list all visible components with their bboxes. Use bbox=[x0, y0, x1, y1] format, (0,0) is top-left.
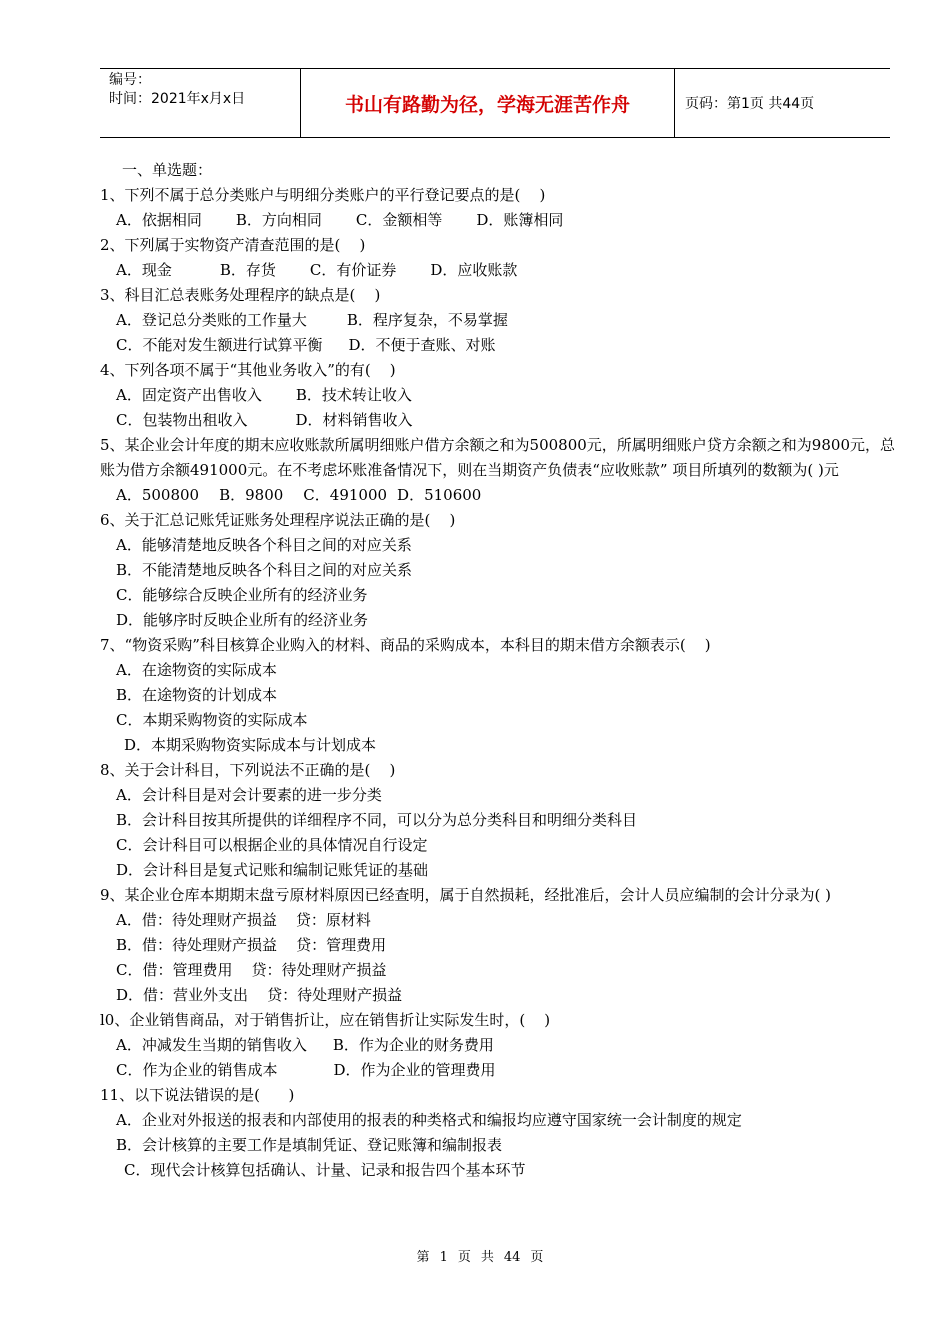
question-9 bbox=[100, 883, 900, 1008]
option-row bbox=[100, 1033, 900, 1058]
option-c: C．有价证券 bbox=[309, 261, 397, 279]
question-stem: 1、下列不属于总分类账户与明细分类账户的平行登记要点的是( ) bbox=[100, 186, 546, 204]
question-5 bbox=[100, 433, 900, 508]
time-label: 时间：2021年x月x日 bbox=[109, 91, 246, 107]
option-a: A．登记总分类账的工作量大 bbox=[116, 311, 307, 329]
option-b: B．会计科目按其所提供的详细程序不同，可以分为总分类科目和明细分类科目 bbox=[116, 811, 638, 829]
question-stem: 4、下列各项不属于“其他业务收入”的有( ) bbox=[100, 361, 396, 379]
question-stem: 2、下列属于实物资产清查范围的是( ) bbox=[100, 236, 366, 254]
option-a: A．依据相同 bbox=[116, 211, 202, 229]
option-b: B．9800 bbox=[219, 486, 284, 504]
option-a: A．在途物资的实际成本 bbox=[116, 661, 277, 679]
option-a: A．企业对外报送的报表和内部使用的报表的种类格式和编报均应遵守国家统一会计制度的规定 bbox=[116, 1111, 742, 1129]
option-d: D．510600 bbox=[397, 486, 482, 504]
option-d: D．材料销售收入 bbox=[295, 411, 413, 429]
footer-text: 页 bbox=[457, 1250, 471, 1265]
option-c: C．不能对发生额进行试算平衡 bbox=[116, 336, 323, 354]
question-2 bbox=[100, 233, 900, 283]
option-row bbox=[100, 208, 900, 233]
option-c: C．491000 bbox=[303, 486, 388, 504]
option-a: A．借：待处理财产损益 贷：原材料 bbox=[116, 911, 371, 929]
option-row bbox=[100, 333, 900, 358]
option-b: B．不能清楚地反映各个科目之间的对应关系 bbox=[116, 561, 413, 579]
page-footer bbox=[0, 1246, 950, 1265]
option-d: D．本期采购物资实际成本与计划成本 bbox=[124, 736, 377, 754]
option-b: B．在途物资的计划成本 bbox=[116, 686, 278, 704]
option-b: B．借：待处理财产损益 贷：管理费用 bbox=[116, 936, 387, 954]
question-stem: 3、科目汇总表账务处理程序的缺点是( ) bbox=[100, 286, 381, 304]
option-a: A．会计科目是对会计要素的进一步分类 bbox=[116, 786, 382, 804]
option-d: D．不便于查账、对账 bbox=[348, 336, 496, 354]
option-row bbox=[100, 258, 900, 283]
header-meta bbox=[100, 69, 301, 137]
option-c: C．能够综合反映企业所有的经济业务 bbox=[116, 586, 368, 604]
option-d: D．会计科目是复式记账和编制记账凭证的基础 bbox=[116, 861, 429, 879]
question-1 bbox=[100, 183, 900, 233]
option-c: C．借：管理费用 贷：待处理财产损益 bbox=[116, 961, 387, 979]
header-motto: 书山有路勤为径，学海无涯苦作舟 bbox=[301, 69, 675, 137]
header-page-label: 页码：第1页 共44页 bbox=[685, 96, 815, 112]
option-b: B．技术转让收入 bbox=[295, 386, 412, 404]
option-b: B．方向相同 bbox=[235, 211, 322, 229]
option-d: D．应收账款 bbox=[430, 261, 518, 279]
question-stem: 11、以下说法错误的是( ) bbox=[100, 1086, 295, 1104]
option-a: A．500800 bbox=[116, 486, 200, 504]
question-6 bbox=[100, 508, 900, 633]
question-7 bbox=[100, 633, 900, 758]
option-c: C．现代会计核算包括确认、计量、记录和报告四个基本环节 bbox=[124, 1161, 526, 1179]
option-b: B．存货 bbox=[219, 261, 276, 279]
option-c: C．本期采购物资的实际成本 bbox=[116, 711, 308, 729]
question-8 bbox=[100, 758, 900, 883]
option-b: B．会计核算的主要工作是填制凭证、登记账簿和编制报表 bbox=[116, 1136, 503, 1154]
number-label: 编号： bbox=[109, 72, 151, 88]
option-row bbox=[100, 408, 900, 433]
option-d: D．借：营业外支出 贷：待处理财产损益 bbox=[116, 986, 403, 1004]
option-b: B．作为企业的财务费用 bbox=[332, 1036, 494, 1054]
question-3 bbox=[100, 283, 900, 358]
footer-page-number: 1 bbox=[439, 1250, 448, 1265]
question-4 bbox=[100, 358, 900, 433]
option-a: A．冲减发生当期的销售收入 bbox=[116, 1036, 307, 1054]
option-c: C．会计科目可以根据企业的具体情况自行设定 bbox=[116, 836, 428, 854]
option-c: C．作为企业的销售成本 bbox=[116, 1061, 278, 1079]
footer-total-pages: 44 bbox=[503, 1250, 521, 1265]
footer-text: 页 bbox=[530, 1250, 544, 1265]
option-b: B．程序复杂，不易掌握 bbox=[346, 311, 508, 329]
document-header bbox=[100, 68, 890, 138]
question-stem: 8、关于会计科目，下列说法不正确的是( ) bbox=[100, 761, 396, 779]
question-10 bbox=[100, 1008, 900, 1083]
option-d: D．能够序时反映企业所有的经济业务 bbox=[116, 611, 369, 629]
option-c: C．包装物出租收入 bbox=[116, 411, 248, 429]
question-stem: l0、企业销售商品，对于销售折让，应在销售折让实际发生时，( ) bbox=[100, 1011, 551, 1029]
option-d: D．账簿相同 bbox=[476, 211, 564, 229]
section-title: 一、单选题： bbox=[122, 161, 213, 179]
option-d: D．作为企业的管理费用 bbox=[333, 1061, 496, 1079]
option-a: A．现金 bbox=[116, 261, 172, 279]
option-a: A．能够清楚地反映各个科目之间的对应关系 bbox=[116, 536, 412, 554]
footer-text: 第 bbox=[416, 1250, 430, 1265]
question-stem: 7、“物资采购”科目核算企业购入的材料、商品的采购成本，本科目的期末借方余额表示( ) bbox=[100, 636, 711, 654]
question-stem: 5、某企业会计年度的期末应收账款所属明细账户借方余额之和为500800元，所属明细账户贷方余额之和为9800元，总账为借方余额491000元。在不考虑坏账准备情况下，则在当期资产负债表“应收账款” 项目所填列的数额为( )元 bbox=[100, 436, 895, 479]
option-row bbox=[100, 383, 900, 408]
option-c: C．金额相等 bbox=[355, 211, 443, 229]
option-row bbox=[100, 483, 900, 508]
question-11 bbox=[100, 1083, 900, 1183]
option-row bbox=[100, 308, 900, 333]
footer-text: 共 bbox=[480, 1250, 494, 1265]
option-a: A．固定资产出售收入 bbox=[116, 386, 262, 404]
option-row bbox=[100, 1058, 900, 1083]
question-stem: 6、关于汇总记账凭证账务处理程序说法正确的是( ) bbox=[100, 511, 456, 529]
question-list bbox=[100, 158, 900, 1183]
question-stem: 9、某企业仓库本期期末盘亏原材料原因已经查明，属于自然损耗，经批准后，会计人员应编制的会计分录为( ) bbox=[100, 886, 832, 904]
